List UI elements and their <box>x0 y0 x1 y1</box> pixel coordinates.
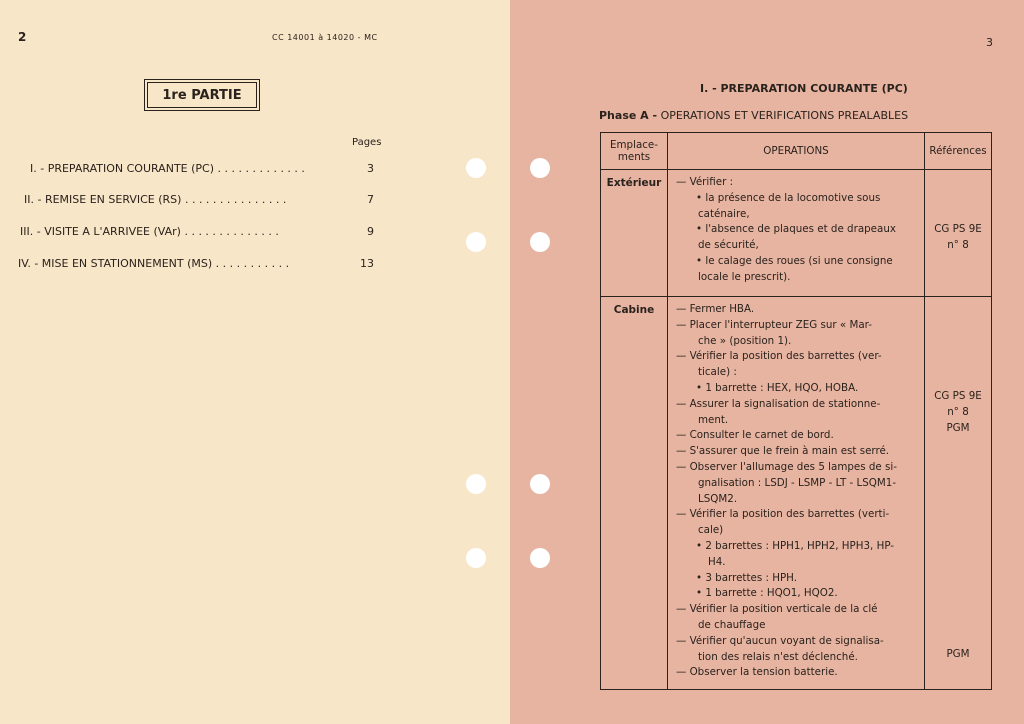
pages-label: Pages <box>352 137 382 148</box>
binder-hole <box>466 232 486 252</box>
binder-hole <box>530 158 550 178</box>
operation-line: — Vérifier la position des barrettes (verti- <box>676 508 890 521</box>
reference-line: CG PS 9E <box>934 390 982 402</box>
phase-label: Phase A - <box>599 109 658 122</box>
operation-line: • le calage des roues (si une consigne <box>696 254 893 267</box>
page-number-left: 2 <box>18 30 27 44</box>
operations-cell <box>668 297 925 690</box>
binder-hole <box>530 548 550 568</box>
toc-page: 7 <box>367 193 374 206</box>
header-operations: OPERATIONS <box>668 133 925 170</box>
operation-line: — Vérifier la position des barrettes (ver- <box>676 350 882 363</box>
phase-heading <box>599 109 908 122</box>
operation-line: — Assurer la signalisation de stationne- <box>676 397 881 410</box>
operation-line: — Observer la tension batterie. <box>676 666 838 679</box>
toc-title: III. - VISITE A L'ARRIVEE (VAr) . . . . . . . . . . . . . . <box>20 225 279 238</box>
page-number-right: 3 <box>986 36 993 49</box>
toc-title: I. - PREPARATION COURANTE (PC) . . . . . . . . . . . . . <box>30 162 305 175</box>
binder-hole <box>530 232 550 252</box>
table-row <box>601 170 992 297</box>
operation-line: — Placer l'interrupteur ZEG sur « Mar- <box>676 318 872 331</box>
binder-hole <box>530 474 550 494</box>
operation-line: — Fermer HBA. <box>676 303 755 315</box>
toc-title: IV. - MISE EN STATIONNEMENT (MS) . . . . . . . . . . . <box>18 257 290 270</box>
operation-line: — Observer l'allumage des 5 lampes de si- <box>676 460 897 473</box>
operation-line: — Vérifier : <box>676 176 734 188</box>
operations-table <box>600 132 992 690</box>
phase-text: OPERATIONS ET VERIFICATIONS PREALABLES <box>660 109 909 122</box>
operation-line: — S'assurer que le frein à main est serré. <box>676 445 890 458</box>
header-emplacements: Emplace- ments <box>601 133 668 170</box>
operation-line: — Vérifier qu'aucun voyant de signalisa- <box>676 634 884 647</box>
operation-line: de sécurité, <box>698 239 759 252</box>
operation-line: H4. <box>708 555 726 568</box>
operation-line: • 1 barrette : HEX, HQO, HOBA. <box>696 381 859 394</box>
operation-line: • l'absence de plaques et de drapeaux <box>696 223 896 236</box>
operation-line: • 3 barrettes : HPH. <box>696 571 797 584</box>
toc-entry <box>18 193 378 206</box>
table-header-row <box>601 133 992 170</box>
binder-hole <box>466 474 486 494</box>
toc-title: II. - REMISE EN SERVICE (RS) . . . . . . . . . . . . . . . <box>24 193 287 206</box>
operation-line: • la présence de la locomotive sous <box>696 191 881 204</box>
header-references: Références <box>925 133 992 170</box>
references-cell <box>925 297 992 690</box>
section-title: I. - PREPARATION COURANTE (PC) <box>700 82 908 95</box>
operation-line: • 1 barrette : HQO1, HQO2. <box>696 587 838 600</box>
binder-hole <box>466 548 486 568</box>
document-header: CC 14001 à 14020 - MC <box>272 33 378 42</box>
operation-line: che » (position 1). <box>698 334 792 347</box>
operation-line: cale) <box>698 524 724 537</box>
operation-line: ticale) : <box>698 366 737 379</box>
operation-line: — Vérifier la position verticale de la clé <box>676 603 878 616</box>
operation-line: • 2 barrettes : HPH1, HPH2, HPH3, HP- <box>696 539 895 552</box>
operation-line: LSQM2. <box>698 492 738 505</box>
references-cell <box>925 170 992 297</box>
reference-line: PGM <box>946 648 970 660</box>
operation-line: caténaire, <box>698 207 750 220</box>
operation-line: de chauffage <box>698 618 766 631</box>
reference-line: n° 8 <box>947 238 969 251</box>
toc-page: 3 <box>367 162 374 175</box>
left-page <box>0 0 510 724</box>
location-cell: Cabine <box>601 297 668 690</box>
binder-hole <box>466 158 486 178</box>
operation-line: tion des relais n'est déclenché. <box>698 650 858 663</box>
toc-entry <box>18 225 378 238</box>
reference-line: PGM <box>946 421 970 434</box>
toc-entry <box>18 162 378 175</box>
operation-line: — Consulter le carnet de bord. <box>676 429 834 442</box>
toc-page: 13 <box>360 257 374 270</box>
operation-line: gnalisation : LSDJ - LSMP - LT - LSQM1- <box>698 476 897 489</box>
location-cell: Extérieur <box>601 170 668 297</box>
reference-line: n° 8 <box>947 405 969 418</box>
table-row <box>601 297 992 690</box>
part-title: 1re PARTIE <box>147 82 257 108</box>
operation-line: locale le prescrit). <box>698 270 791 283</box>
operation-line: ment. <box>698 413 729 426</box>
reference-line: CG PS 9E <box>934 223 982 235</box>
toc-page: 9 <box>367 225 374 238</box>
toc-entry <box>18 257 378 270</box>
operations-cell <box>668 170 925 297</box>
